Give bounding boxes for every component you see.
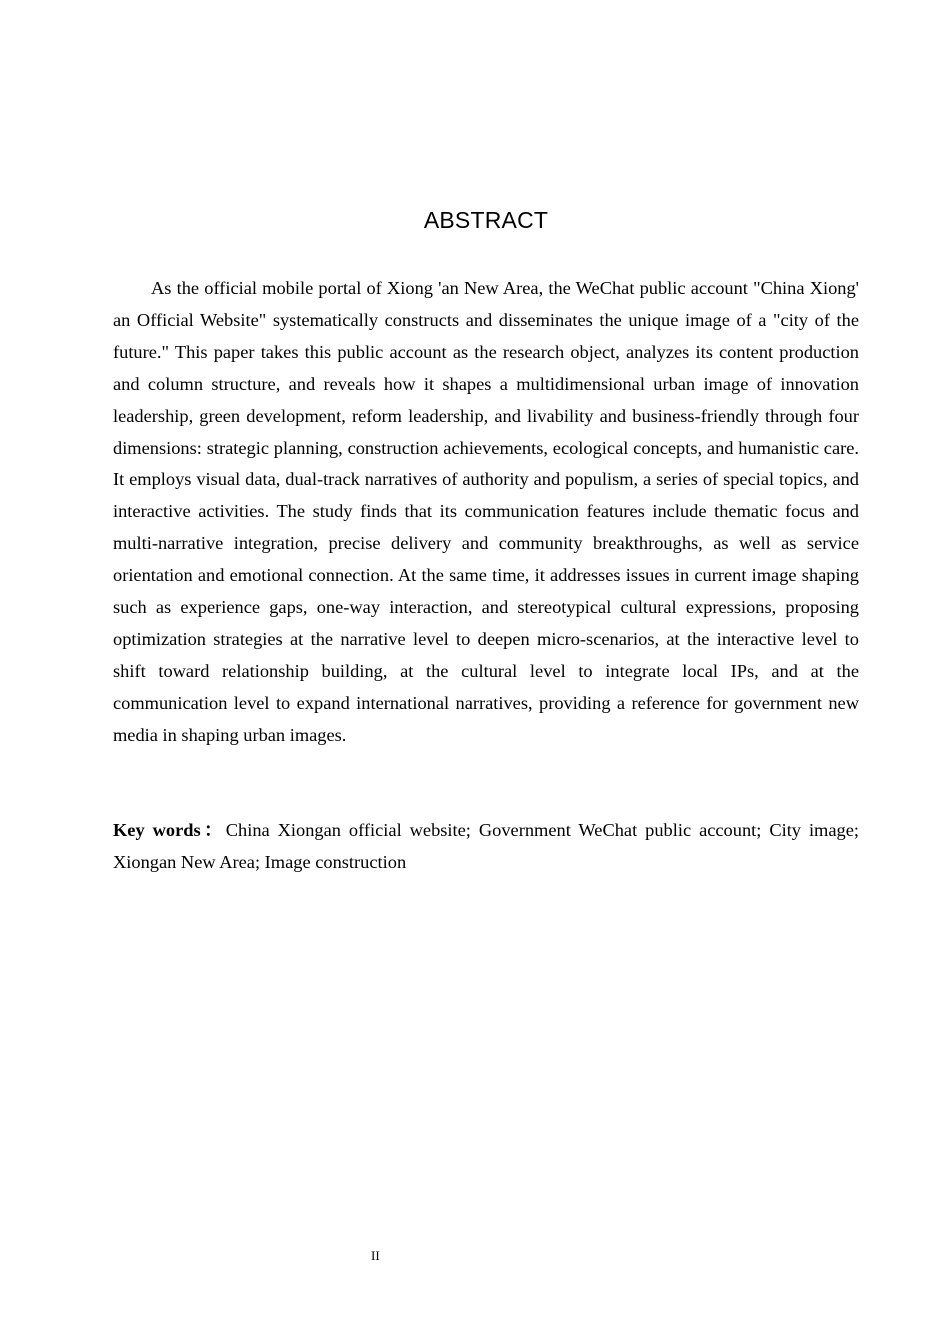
page-number: II: [371, 1248, 380, 1263]
page-title: ABSTRACT: [423, 207, 549, 233]
keywords-line: [113, 815, 859, 879]
abstract-paragraph: As the official mobile portal of Xiong 'an New Area, the WeChat public account "China Xiong' an Official Website" systematically constructs and disseminates the unique image of a "city of the future." This paper takes this public account as the research object, analyzes its content production and column structure, and reveals how it shapes a multidimensional urban image of innovation leadership, green development, reform leadership, and livability and business-friendly through four dimensions: strategic planning, construction achievements, ecological concepts, and humanistic care. It employs visual data, dual-track narratives of authority and populism, a series of special topics, and interactive activities. The study finds that its communication features include thematic focus and multi-narrative integration, precise delivery and community breakthroughs, as well as service orientation and emotional connection. At the same time, it addresses issues in current image shaping such as experience gaps, one-way interaction, and stereotypical cultural expressions, proposing optimization strategies at the narrative level to deepen micro-scenarios, at the interactive level to shift toward relationship building, at the cultural level to integrate local IPs, and at the communication level to expand international narratives, providing a reference for government new media in shaping urban images.: [113, 278, 859, 745]
keywords-label: Key words：: [113, 820, 226, 840]
keywords-text: China Xiongan official website; Government WeChat public account; City image; Xiongan New Area; Image construction: [113, 820, 859, 872]
